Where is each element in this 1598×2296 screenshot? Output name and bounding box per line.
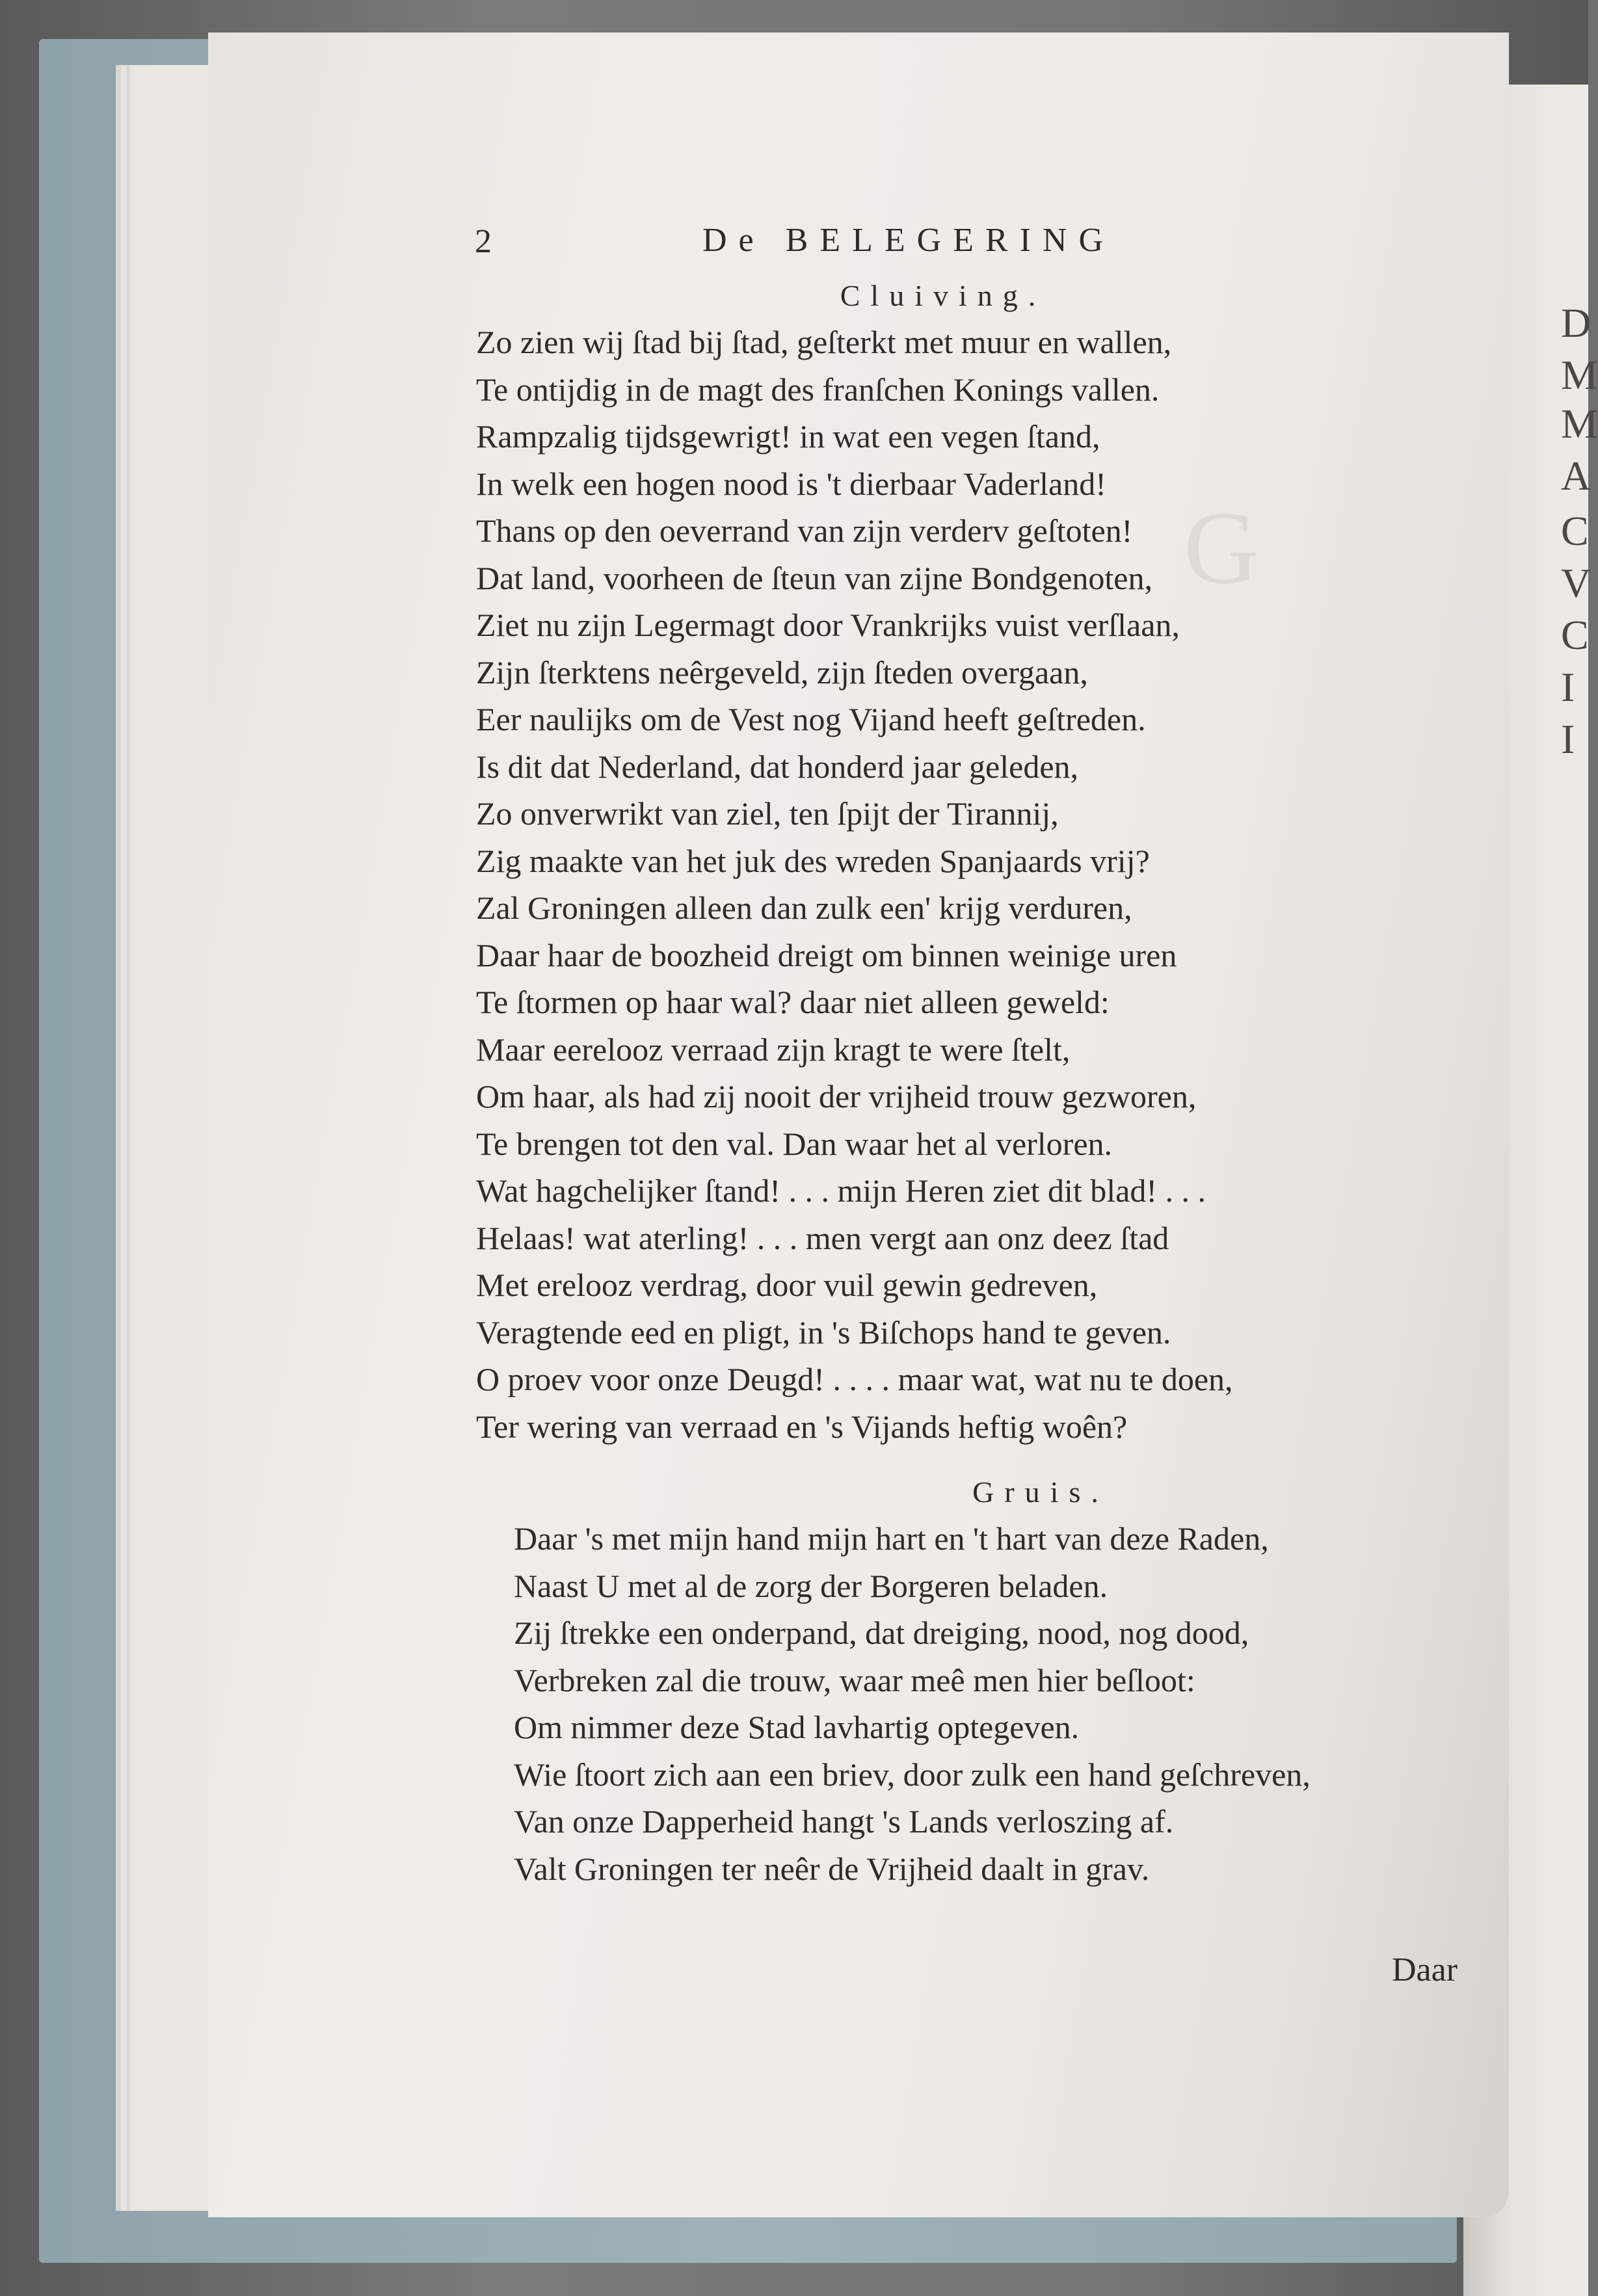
catchword: Daar (1392, 1951, 1458, 1988)
speech-gruis (468, 1470, 1483, 1892)
verse-line: Daar 's met mijn hand mijn hart en 't hart van deze Raden, (514, 1520, 1269, 1557)
verse-line: Eer naulijks om de Vest nog Vijand heeft geſtreden. (476, 701, 1146, 737)
facing-page-letter: I (1561, 716, 1575, 762)
verse-line: Wat hagchelijker ſtand! . . . mijn Heren ziet dit blad! . . . (476, 1172, 1206, 1209)
speaker-name: Cluiving. (840, 279, 1046, 312)
verse-line: Zijn ſterktens neêrgeveld, zijn ſteden overgaan, (476, 653, 1088, 691)
verse-line: Verbreken zal die trouw, waar meê men hier beſloot: (514, 1661, 1195, 1698)
speaker-name: Gruis. (972, 1475, 1109, 1509)
facing-page-letter: V (1561, 560, 1591, 606)
facing-page-letter: M (1561, 352, 1598, 398)
verse-line: Daar haar de boozheid dreigt om binnen weinige uren (476, 936, 1177, 973)
verse-line: Is dit dat Nederland, dat honderd jaar geleden, (476, 748, 1079, 785)
verse-line: Met erelooz verdrag, door vuil gewin gedreven, (476, 1267, 1098, 1303)
running-head (468, 215, 1483, 273)
verse-line: Ziet nu zijn Legermagt door Vrankrijks vuist verſlaan, (476, 607, 1180, 643)
verse-line: Zig maakte van het juk des wreden Spanjaards vrij? (476, 842, 1150, 879)
verse-line: Thans op den oeverrand van zijn verderv geſtoten! (476, 512, 1133, 549)
verse-line: Naast U met al de zorg der Borgeren beladen. (514, 1567, 1108, 1604)
verse-line: Te brengen tot den val. Dan waar het al verloren. (476, 1125, 1113, 1162)
verse-line: Zo onverwrikt van ziel, ten ſpijt der Tirannij, (476, 795, 1059, 832)
page-text (468, 215, 1483, 1892)
verse-line: Zo zien wij ſtad bij ſtad, geſterkt met muur en wallen, (476, 324, 1172, 360)
facing-page-letter: I (1561, 664, 1575, 710)
verse-line: Veragtende eed en pligt, in 's Biſchops hand te geven. (476, 1313, 1171, 1351)
verse-line: Maar eerelooz verraad zijn kragt te were ſtelt, (476, 1031, 1071, 1068)
verse-line: Om haar, als had zij nooit der vrijheid trouw gezworen, (476, 1078, 1197, 1115)
verse-line: Dat land, voorheen de ſteun van zijne Bondgenoten, (476, 559, 1152, 596)
verse-line: O proev voor onze Deugd! . . . . maar wat, wat nu te doen, (476, 1361, 1233, 1397)
speech-cluiving (468, 273, 1483, 1450)
facing-page-letter: C (1561, 612, 1589, 658)
page-number: 2 (475, 223, 492, 260)
verse-line: Rampzalig tijdsgewrigt! in wat een vegen ſtand, (476, 418, 1100, 455)
verse-line: Wie ſtoort zich aan een briev, door zulk een hand geſchreven, (514, 1756, 1311, 1793)
verse-line: Ter wering van verraad en 's Vijands heftig woên? (476, 1408, 1128, 1445)
verse-line: Zal Groningen alleen dan zulk een' krijg verduren, (476, 890, 1132, 926)
facing-page-letter: C (1561, 508, 1589, 554)
bleed-through: G (1184, 490, 1285, 605)
verse-line: Van onze Dapperheid hangt 's Lands verloszing af. (514, 1803, 1174, 1840)
facing-page-letter: A (1561, 453, 1591, 499)
verse-line: Valt Groningen ter neêr de Vrijheid daalt in grav. (514, 1850, 1150, 1887)
verse-line: Helaas! wat aterling! . . . men vergt aan onz deez ſtad (476, 1219, 1169, 1256)
verse-line: Om nimmer deze Stad lavhartig optegeven. (514, 1709, 1080, 1745)
verse-line: Zij ſtrekke een onderpand, dat dreiging, nood, nog dood, (514, 1615, 1249, 1651)
running-title: De BELEGERING (702, 222, 1115, 259)
verse-line: In welk een hogen nood is 't dierbaar Vaderland! (476, 465, 1106, 502)
facing-page-letter: M (1561, 401, 1598, 447)
facing-page-letter: D (1561, 300, 1591, 346)
verse-line: Te ſtormen op haar wal? daar niet alleen geweld: (476, 984, 1110, 1020)
verse-line: Te ontijdig in de magt des franſchen Konings vallen. (476, 371, 1160, 408)
